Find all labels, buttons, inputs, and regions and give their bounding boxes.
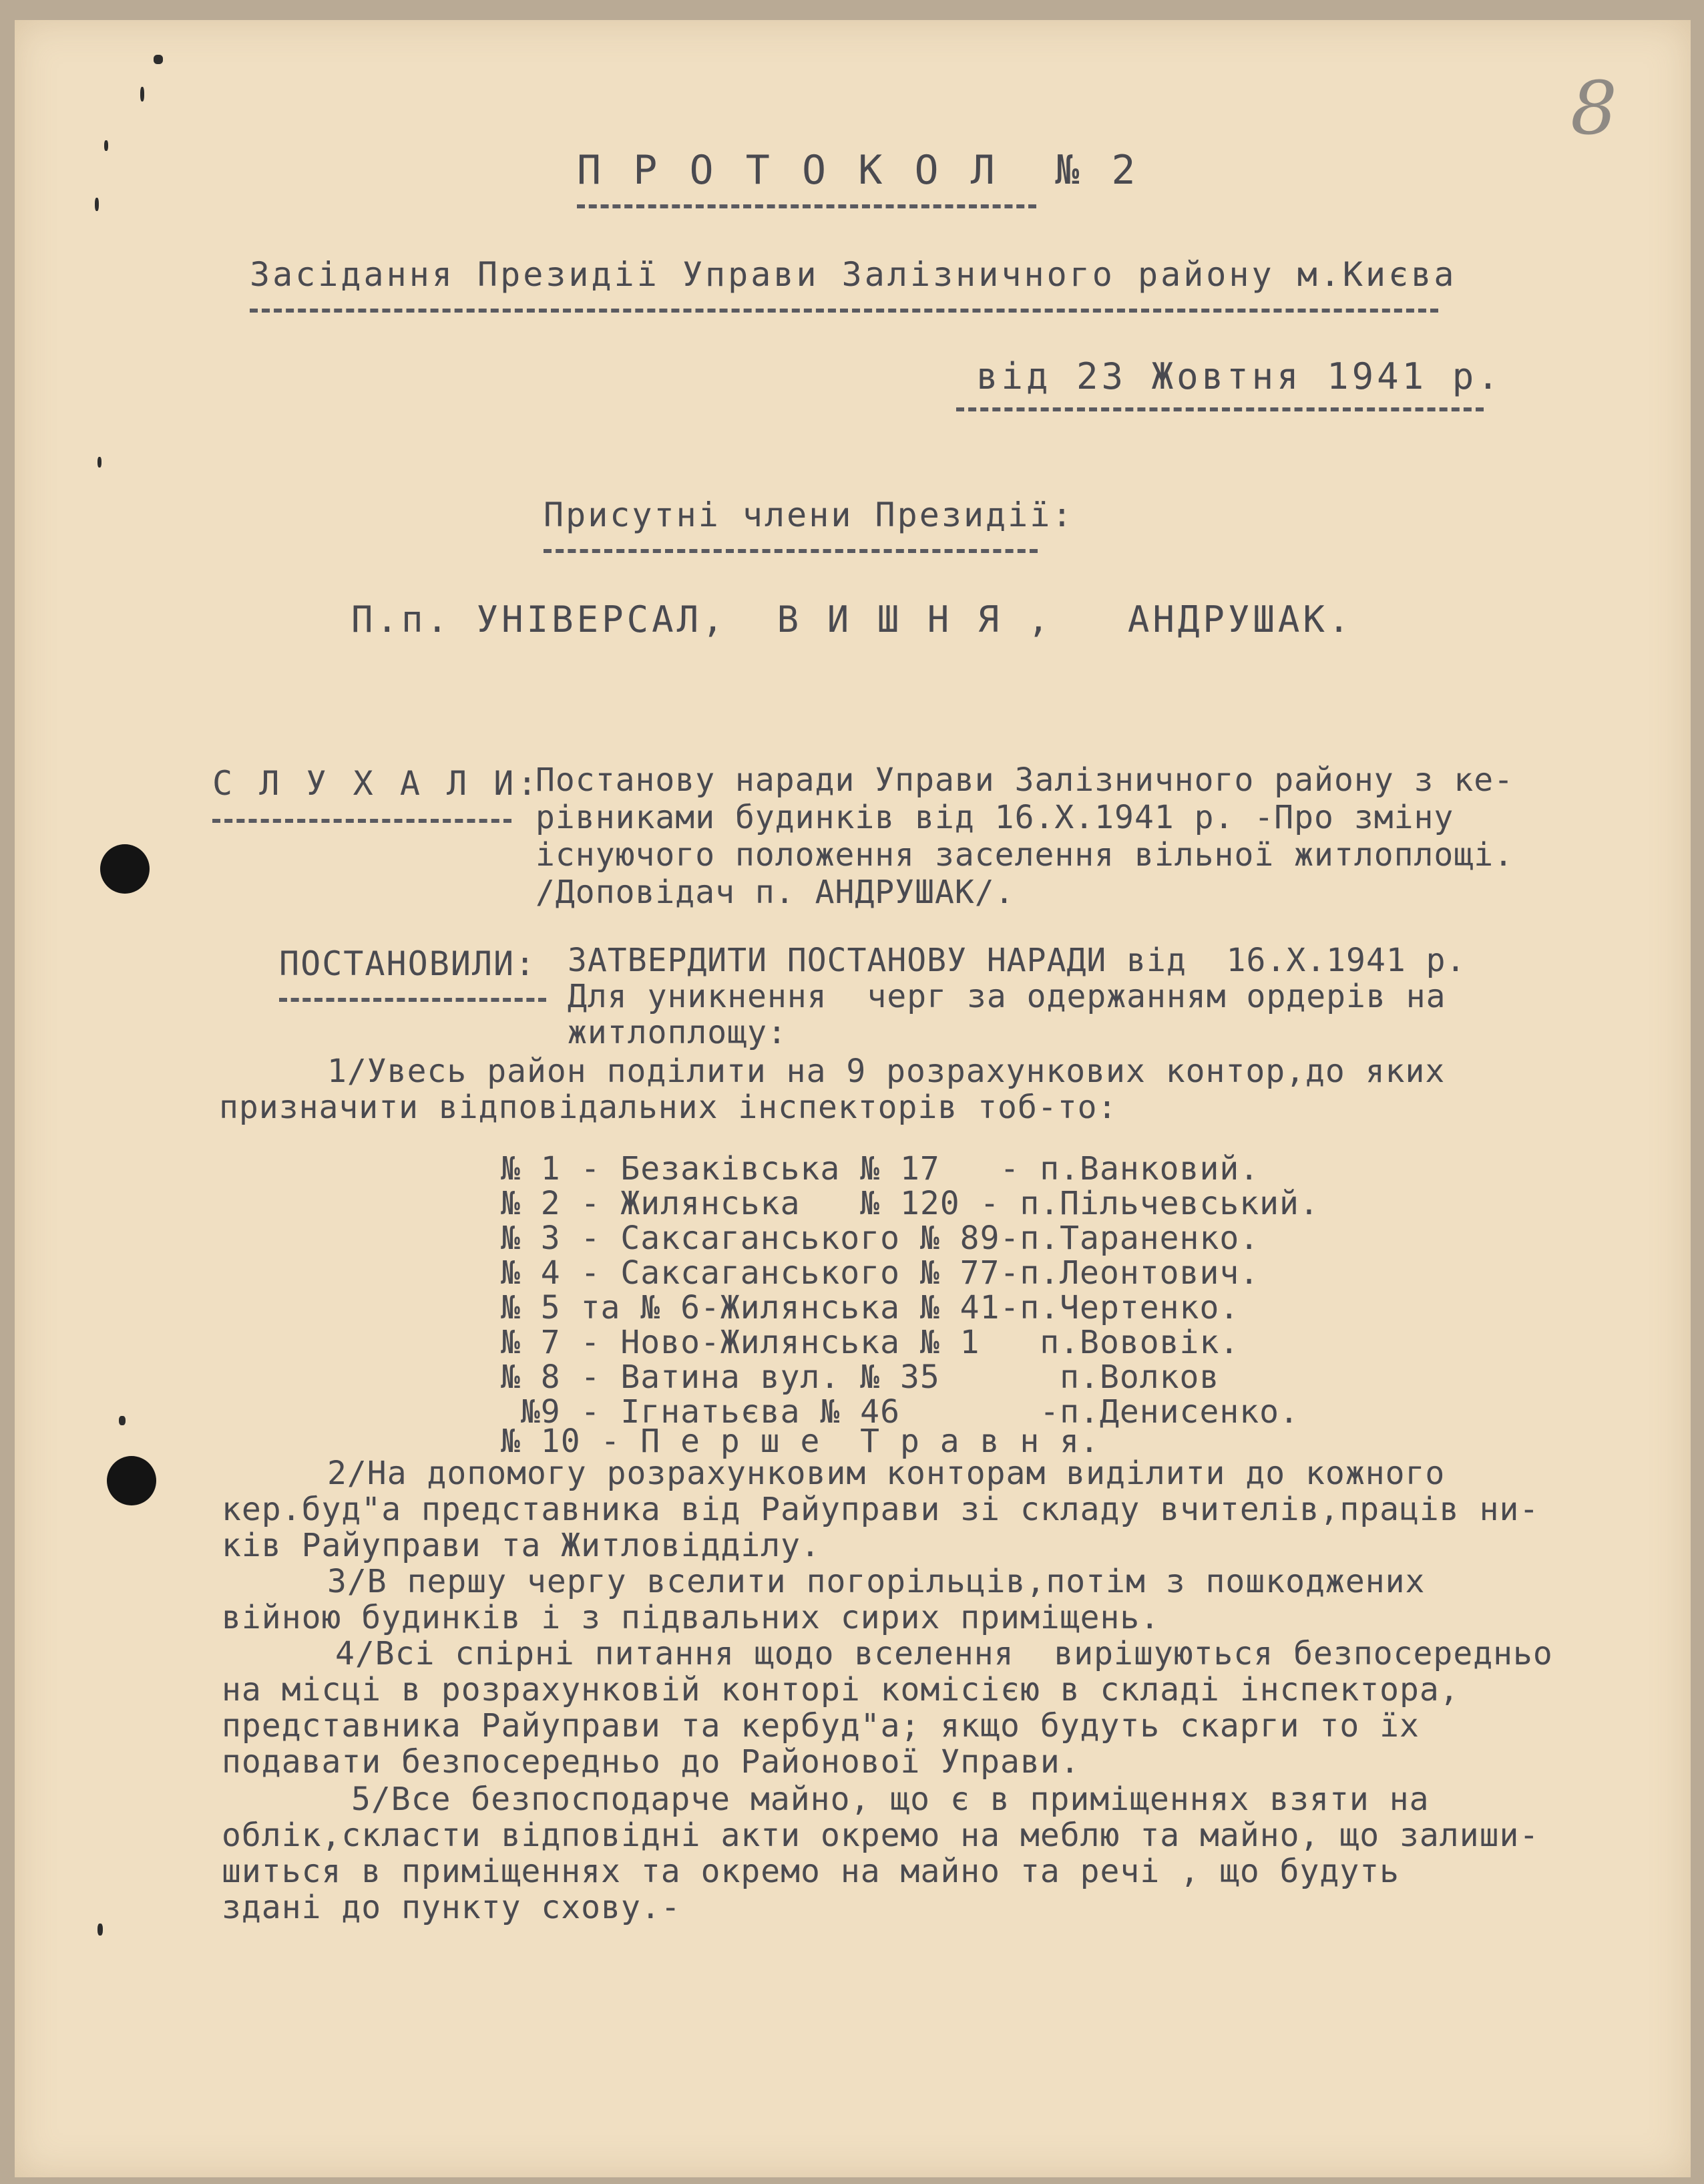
protocol-title: П Р О Т О К О Л № 2 [577, 147, 1140, 194]
ink-speck [154, 55, 163, 64]
item-line: шиться в приміщеннях та окремо на майно та речі , що будуть [222, 1853, 1400, 1890]
heard-underline [212, 819, 511, 823]
resolved-underline [279, 998, 546, 1002]
office-entry: № 4 - Саксаганського № 77-п.Леонтович. [501, 1254, 1260, 1292]
ink-speck [104, 140, 108, 151]
present-members: П.п. УНІВЕРСАЛ, В И Ш Н Я , АНДРУШАК. [351, 598, 1353, 641]
meeting-subtitle: Засідання Президії Управи Залізничного району м.Києва [250, 255, 1457, 294]
ink-speck [95, 198, 99, 211]
item-line: 3/В першу чергу вселити погорільців,потім з пошкоджених [327, 1563, 1426, 1600]
resolved-line: житлоплощу: [568, 1014, 787, 1051]
punch-hole [100, 844, 150, 894]
heard-line: /Доповідач п. АНДРУШАК/. [536, 874, 1015, 911]
heard-line: Постанову наради Управи Залізничного району з ке- [536, 761, 1514, 799]
page-number: 8 [1570, 65, 1617, 151]
office-entry: № 8 - Ватина вул. № 35 п.Волков [501, 1358, 1220, 1396]
meeting-date: від 23 Жовтня 1941 р. [976, 355, 1502, 397]
item-line: призначити відповідальних інспекторів тоб-то: [219, 1089, 1118, 1126]
office-entry: №9 - Ігнатьєва № 46 -п.Денисенко. [501, 1393, 1299, 1431]
punch-hole [107, 1456, 156, 1505]
office-entry: № 1 - Безаківська № 17 - п.Ванковий. [501, 1150, 1260, 1188]
ink-speck [97, 1924, 103, 1936]
office-entry: № 5 та № 6-Жилянська № 41-п.Чертенко. [501, 1289, 1240, 1326]
resolved-line: Для уникнення черг за одержанням ордерів на [568, 978, 1446, 1015]
heard-line: існуючого положення заселення вільної житлоплощі. [536, 836, 1514, 874]
item-line: здані до пункту схову.- [222, 1889, 681, 1926]
item-line: представника Райуправи та кербуд"а; якщо будуть скарги то їх [222, 1707, 1420, 1745]
resolved-line: ЗАТВЕРДИТИ ПОСТАНОВУ НАРАДИ від 16.X.1941 р. [568, 942, 1466, 979]
office-entry: № 2 - Жилянська № 120 - п.Пільчевський. [501, 1185, 1319, 1222]
ink-speck [140, 87, 144, 102]
office-entry: № 10 - П е р ш е Т р а в н я. [501, 1423, 1100, 1460]
item-line: ків Райуправи та Житловідділу. [222, 1527, 821, 1564]
present-underline [544, 549, 1038, 553]
title-underline [577, 204, 1036, 208]
office-entry: № 3 - Саксаганського № 89-п.Тараненко. [501, 1220, 1260, 1257]
document-page [15, 20, 1691, 2177]
item-line: кер.буд"а представника від Райуправи зі складу вчителів,праців ни- [222, 1491, 1540, 1528]
ink-speck [119, 1416, 126, 1425]
item-line: 4/Всі спірні питання щодо вселення вирішуються безпосередньо [335, 1635, 1553, 1672]
ink-speck [97, 457, 101, 468]
heard-label: С Л У Х А Л И: [212, 764, 541, 803]
date-underline [956, 407, 1484, 411]
subtitle-underline [250, 309, 1438, 313]
item-line: подавати безпосередньо до Районової Управи. [222, 1743, 1080, 1781]
item-line: війною будинків і з підвальних сирих приміщень. [222, 1599, 1160, 1636]
item-line: облік,скласти відповідні акти окремо на меблю та майно, що залиши- [222, 1817, 1540, 1854]
item-line: 5/Все безпосподарче майно, що є в приміщеннях взяти на [351, 1781, 1430, 1818]
office-entry: № 7 - Ново-Жилянська № 1 п.Вововік. [501, 1324, 1240, 1361]
resolved-label: ПОСТАНОВИЛИ: [279, 944, 537, 983]
item-line: 2/На допомогу розрахунковим конторам виділити до кожного [327, 1455, 1446, 1492]
heard-line: рівниками будинків від 16.X.1941 р. -Про зміну [536, 799, 1454, 836]
item-line: 1/Увесь район поділити на 9 розрахункових контор,до яких [327, 1053, 1446, 1090]
present-heading: Присутні члени Президії: [544, 496, 1074, 534]
item-line: на місці в розрахунковій конторі комісією в складі інспектора, [222, 1671, 1460, 1708]
